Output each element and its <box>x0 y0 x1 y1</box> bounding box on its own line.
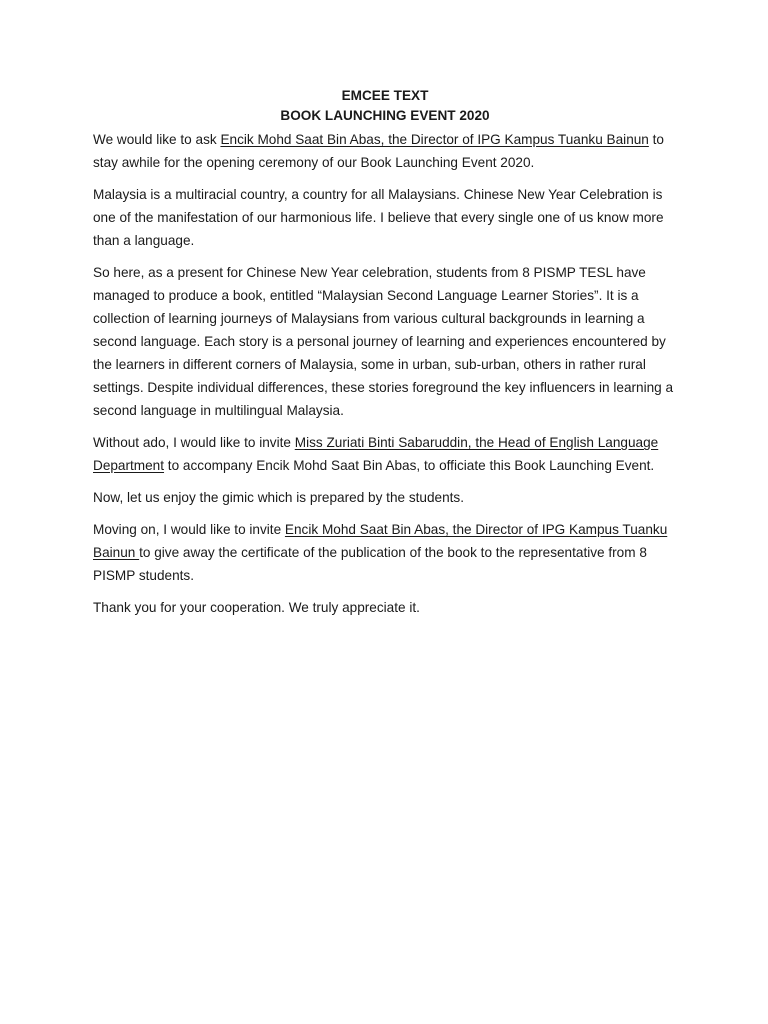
document-subtitle: BOOK LAUNCHING EVENT 2020 <box>280 108 490 123</box>
paragraph-text: to accompany Encik Mohd Saat Bin Abas, to officiate this Book Launching Event. <box>164 458 655 473</box>
document-title: EMCEE TEXT <box>341 88 429 103</box>
paragraph-text: We would like to ask <box>93 132 221 147</box>
document-body <box>93 86 677 628</box>
paragraph-text: to give away the certificate of the publication of the book to the representative from 8 PISMP students. <box>93 545 647 583</box>
paragraph-text: to stay awhile for the opening ceremony of our Book Launching Event 2020. <box>93 132 664 170</box>
paragraph-certificate <box>93 518 677 587</box>
head-name-underlined: Miss Zuriati Binti Sabaruddin, the Head of English Language Department <box>93 435 659 473</box>
paragraph-thanks: Thank you for your cooperation. We truly appreciate it. <box>93 600 420 615</box>
director-name-underlined: Encik Mohd Saat Bin Abas, the Director of IPG Kampus Tuanku Bainun <box>93 522 668 560</box>
paragraph-invite-director <box>93 128 677 174</box>
paragraph-gimic: Now, let us enjoy the gimic which is prepared by the students. <box>93 490 465 505</box>
paragraph-text: Without ado, I would like to invite <box>93 435 295 450</box>
paragraph-invite-head <box>93 431 677 477</box>
paragraph-text: Moving on, I would like to invite <box>93 522 285 537</box>
director-name-underlined: Encik Mohd Saat Bin Abas, the Director of IPG Kampus Tuanku Bainun <box>220 132 649 147</box>
paragraph-multiracial: Malaysia is a multiracial country, a country for all Malaysians. Chinese New Year Celebration is one of the manifestation of our harmonious life. I believe that every single one of us know more than a language. <box>93 187 664 248</box>
paragraph-book-description: So here, as a present for Chinese New Year celebration, students from 8 PISMP TESL have managed to produce a book, entitled “Malaysian Second Language Learner Stories”. It is a collection of learning journeys of Malaysians from various cultural backgrounds in learning a second language. Each story is a personal journey of learning and experiences encountered by the learners in different corners of Malaysia, some in urban, sub-urban, others in rather rural settings. Despite individual differences, these stories foreground the key influencers in learning a second language in multilingual Malaysia. <box>93 265 674 418</box>
